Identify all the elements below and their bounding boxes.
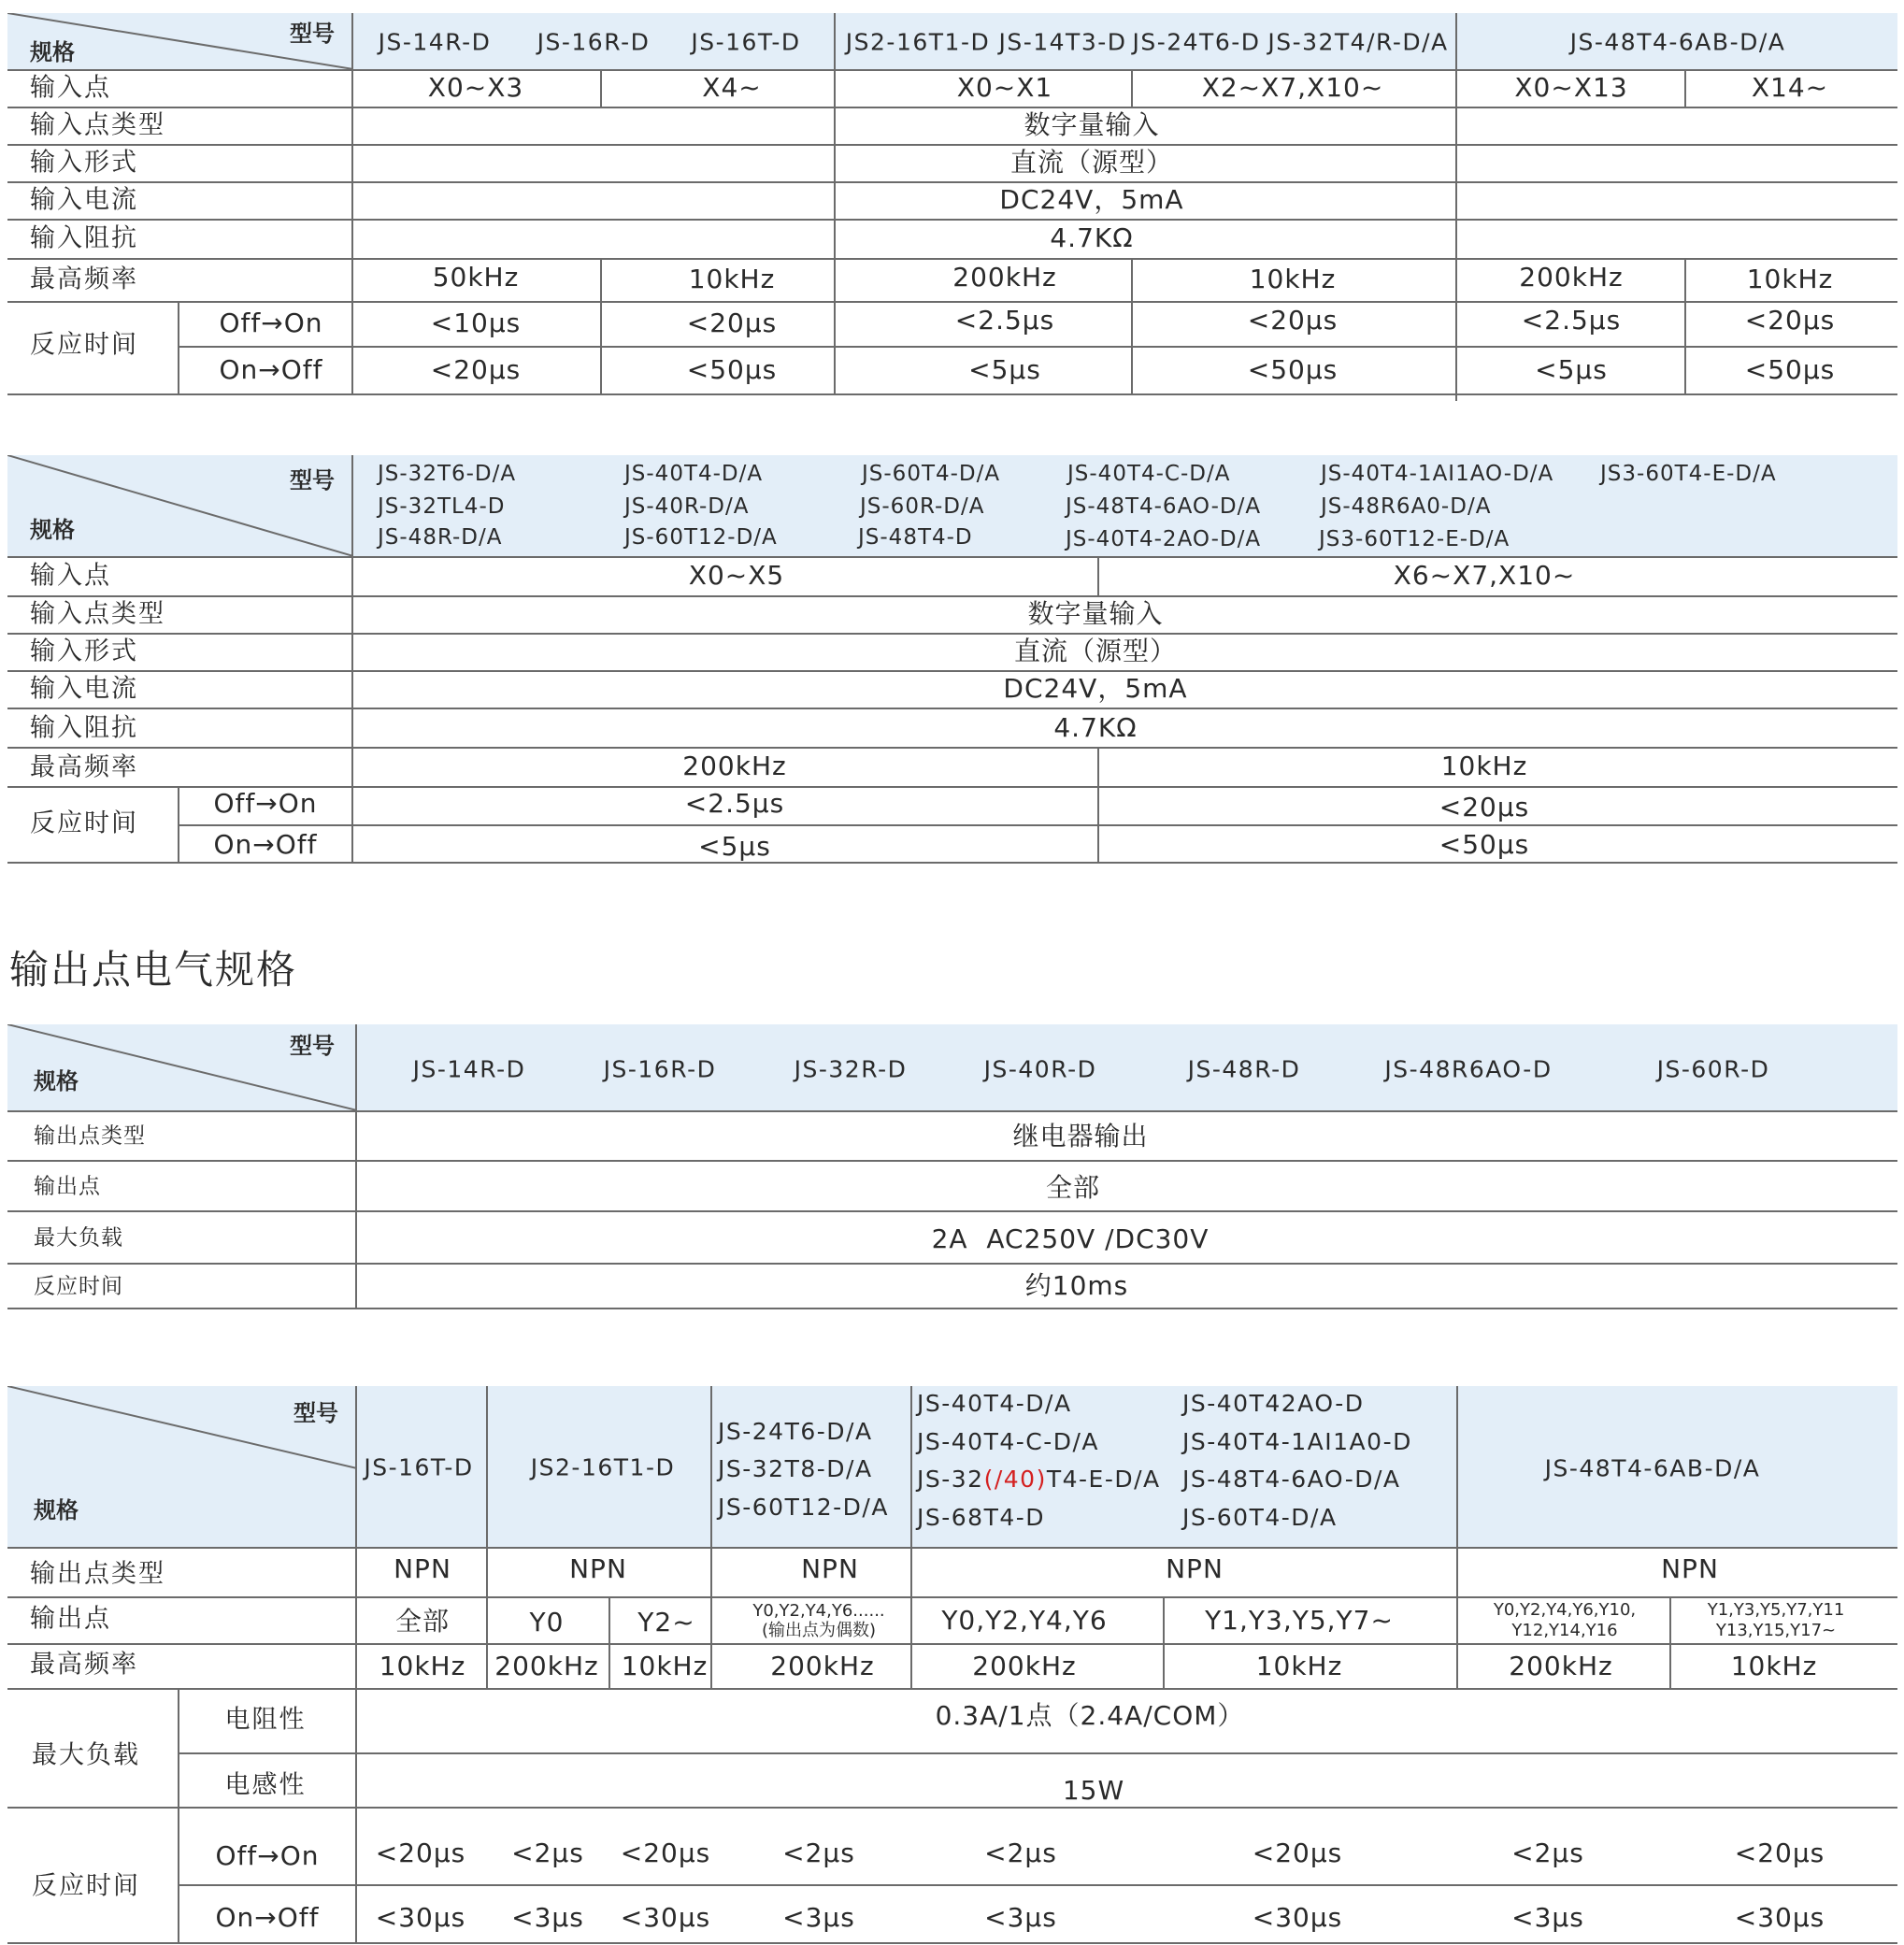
table1-line bbox=[7, 181, 1897, 183]
table4-cell: 200kHz bbox=[972, 1651, 1077, 1681]
table4-cell: Y2~ bbox=[637, 1607, 695, 1638]
table4-cell: <30μs bbox=[1252, 1902, 1343, 1933]
table1-line bbox=[7, 219, 1897, 221]
table4-cell: Y1,Y3,Y5,Y7~ bbox=[1205, 1605, 1394, 1636]
table1-line bbox=[7, 393, 1897, 395]
table4-cell: <30μs bbox=[620, 1902, 711, 1933]
table1-line bbox=[834, 13, 836, 393]
table1-cell: X4~ bbox=[702, 72, 762, 103]
table2-cell: 10kHz bbox=[1440, 751, 1528, 781]
table1-cell: DC24V，5mA bbox=[999, 184, 1184, 215]
table4-cell: <3μs bbox=[1511, 1902, 1584, 1933]
table4-spec-label: 规格 bbox=[34, 1497, 79, 1523]
table4-cell: 200kHz bbox=[1509, 1651, 1613, 1681]
table1-line bbox=[1131, 69, 1133, 107]
table2-cell: 200kHz bbox=[682, 751, 787, 781]
table2-line bbox=[7, 862, 1897, 864]
table3-cell: 继电器输出 bbox=[1012, 1121, 1149, 1151]
table4-cell: Y1,Y3,Y5,Y7,Y11 bbox=[1707, 1600, 1845, 1620]
table1-line bbox=[1684, 69, 1686, 107]
table3-cell: 全部 bbox=[1045, 1172, 1101, 1203]
table1-model: JS2-16T1-D bbox=[845, 28, 991, 56]
table4-cell: <20μs bbox=[375, 1838, 466, 1868]
table2-row-label: 输入阻抗 bbox=[30, 713, 138, 743]
table4-model: JS-60T4-D/A bbox=[1182, 1504, 1338, 1531]
table2-line bbox=[7, 670, 1897, 672]
table4-model: JS-40T4-D/A bbox=[917, 1390, 1072, 1417]
table4-line bbox=[7, 1596, 1897, 1598]
table1-model: JS-14R-D bbox=[378, 28, 492, 56]
table1-model: JS-16T-D bbox=[691, 28, 801, 56]
table4-model: JS-40T4-1AI1A0-D bbox=[1182, 1428, 1412, 1455]
table4-cell: 10kHz bbox=[621, 1651, 709, 1681]
table1-cell: 数字量输入 bbox=[1024, 109, 1160, 140]
table4-cell: <2μs bbox=[511, 1838, 584, 1868]
table1-row-label: 输入点 bbox=[30, 73, 111, 103]
table4-cell-note: (输出点为偶数) bbox=[761, 1621, 877, 1640]
table3-cell: 约10ms bbox=[1024, 1270, 1129, 1301]
table1-line bbox=[600, 69, 602, 107]
table1-line bbox=[7, 144, 1897, 146]
table4-line bbox=[7, 1643, 1897, 1645]
table1-cell: 10kHz bbox=[688, 264, 776, 294]
table1-model-label: 型号 bbox=[290, 21, 335, 47]
table4-line bbox=[7, 1942, 1897, 1944]
table4-cell: NPN bbox=[801, 1553, 859, 1584]
table1-spec-label: 规格 bbox=[30, 39, 75, 65]
table1-model: JS-14T3-D bbox=[998, 28, 1127, 56]
table2-line bbox=[1097, 747, 1099, 862]
table3-line bbox=[355, 1024, 357, 1308]
table4-model-label: 型号 bbox=[293, 1400, 338, 1426]
table4-model: JS-40T42AO-D bbox=[1182, 1390, 1365, 1417]
table4-model-highlight-row bbox=[917, 1467, 1161, 1491]
table1-cell: 50kHz bbox=[432, 262, 520, 293]
table4-cell: 10kHz bbox=[1730, 1651, 1818, 1681]
table4-cell: <30μs bbox=[1734, 1902, 1825, 1933]
table2-cell: <5μs bbox=[698, 831, 771, 862]
table3-row-label: 最大负载 bbox=[34, 1225, 123, 1251]
table3-row-label: 输出点 bbox=[34, 1174, 101, 1199]
table4-cell: <2μs bbox=[782, 1838, 855, 1868]
table4-row-label: 输出点 bbox=[30, 1604, 111, 1634]
table1-row-label: 最高频率 bbox=[30, 265, 138, 294]
table4-model: JS-16T-D bbox=[364, 1453, 474, 1481]
table1-line bbox=[178, 301, 179, 393]
table2-model: JS-48R6A0-D/A bbox=[1321, 494, 1492, 519]
table2-cell: 4.7KΩ bbox=[1053, 712, 1138, 743]
table3-row-label: 输出点类型 bbox=[34, 1123, 146, 1149]
table2-model: JS3-60T4-E-D/A bbox=[1600, 462, 1777, 486]
table4-model-part: T4-E-D/A bbox=[1046, 1466, 1161, 1493]
section-title: 输出点电气规格 bbox=[9, 947, 298, 993]
table2-row-label: 输入点 bbox=[30, 561, 111, 591]
table4-cell: 全部 bbox=[394, 1606, 451, 1637]
table4-cell: <20μs bbox=[1734, 1838, 1825, 1868]
table2-spec-label: 规格 bbox=[30, 517, 75, 543]
table2-cell: <50μs bbox=[1439, 829, 1530, 860]
table4-cell: 15W bbox=[1062, 1775, 1125, 1806]
table3-model: JS-14R-D bbox=[412, 1055, 526, 1083]
table4-row-label: 电阻性 bbox=[224, 1705, 307, 1735]
table1-cell: <50μs bbox=[1247, 354, 1339, 385]
table4-cell: NPN bbox=[394, 1553, 451, 1584]
table2-model: JS-40T4-C-D/A bbox=[1067, 462, 1231, 486]
table4-model: JS-48T4-6AB-D/A bbox=[1544, 1454, 1761, 1482]
table2-row-label: 输入形式 bbox=[30, 636, 138, 666]
table3-line bbox=[7, 1263, 1897, 1265]
table4-line bbox=[178, 1688, 179, 1942]
table4-model-part: JS-32 bbox=[917, 1466, 984, 1493]
table2-row-label: 最高频率 bbox=[30, 752, 138, 782]
table2-model: JS-48T4-6AO-D/A bbox=[1066, 494, 1262, 519]
table1-cell: <10μs bbox=[430, 307, 522, 338]
table1-cell: <5μs bbox=[968, 354, 1041, 385]
table2-model: JS-40T4-2AO-D/A bbox=[1066, 527, 1262, 551]
table1-cell: 200kHz bbox=[1519, 262, 1624, 293]
table2-line bbox=[1097, 556, 1099, 595]
table1-row-label: 输入电流 bbox=[30, 185, 138, 215]
table1-row-label: 输入形式 bbox=[30, 148, 138, 178]
table4-line bbox=[710, 1386, 712, 1688]
table3-model: JS-32R-D bbox=[794, 1055, 908, 1083]
table1-cell: 4.7KΩ bbox=[1050, 222, 1134, 253]
table3-model-label: 型号 bbox=[290, 1033, 335, 1059]
table1-line bbox=[7, 107, 1897, 108]
table2-model: JS-60R-D/A bbox=[860, 494, 985, 519]
table1-cell: <20μs bbox=[430, 354, 522, 385]
table4-row-label: 电感性 bbox=[224, 1770, 307, 1800]
table3-row-label: 反应时间 bbox=[34, 1274, 123, 1299]
table1-cell: X0~X3 bbox=[427, 72, 524, 103]
table1-cell: <5μs bbox=[1535, 354, 1608, 385]
table2-row-label: 输入电流 bbox=[30, 674, 138, 704]
table4-cell: 200kHz bbox=[494, 1651, 599, 1681]
table4-cell: Y12,Y14,Y16 bbox=[1511, 1621, 1618, 1640]
table1-row-label: 反应时间 bbox=[30, 330, 138, 360]
table4-cell: <20μs bbox=[620, 1838, 711, 1868]
table4-model: JS-60T12-D/A bbox=[718, 1494, 889, 1521]
table2-model: JS-40T4-D/A bbox=[624, 462, 764, 486]
table4-row-label: 反应时间 bbox=[32, 1871, 140, 1901]
table4-line bbox=[1669, 1596, 1671, 1688]
table3-spec-label: 规格 bbox=[34, 1068, 79, 1094]
table4-row-label: 最大负载 bbox=[32, 1740, 140, 1770]
table1-off-on-label: Off→On bbox=[219, 307, 323, 338]
table4-row-label: 输出点类型 bbox=[30, 1559, 165, 1589]
table3-model: JS-48R-D bbox=[1187, 1055, 1301, 1083]
table4-line bbox=[910, 1386, 912, 1688]
table2-on-off-label: On→Off bbox=[213, 829, 318, 860]
table2-model: JS-32T6-D/A bbox=[378, 462, 517, 486]
table4-cell: Y0,Y2,Y4,Y6 bbox=[941, 1605, 1108, 1636]
table2-cell: <2.5μs bbox=[684, 788, 785, 819]
table1-line bbox=[1455, 13, 1457, 401]
table3-line bbox=[7, 1160, 1897, 1162]
table4-cell: <20μs bbox=[1252, 1838, 1343, 1868]
table1-cell: 10kHz bbox=[1746, 264, 1834, 294]
table4-line bbox=[1163, 1596, 1165, 1688]
table1-cell: X2~X7,X10~ bbox=[1201, 72, 1384, 103]
table2-line bbox=[178, 786, 179, 862]
table4-cell: NPN bbox=[569, 1553, 627, 1584]
table1-model: JS-32T4/R-D/A bbox=[1267, 28, 1449, 56]
table4-cell: <3μs bbox=[984, 1902, 1057, 1933]
table2-model: JS-60T12-D/A bbox=[624, 525, 778, 550]
table4-line bbox=[7, 1807, 1897, 1809]
table2-model: JS3-60T12-E-D/A bbox=[1319, 527, 1510, 551]
table4-cell: <3μs bbox=[511, 1902, 584, 1933]
table4-model: JS2-16T1-D bbox=[530, 1453, 676, 1481]
table3-model: JS-48R6AO-D bbox=[1384, 1055, 1553, 1083]
table1-line bbox=[7, 301, 1897, 303]
table3-model: JS-60R-D bbox=[1656, 1055, 1770, 1083]
table2-model: JS-48T4-D bbox=[858, 525, 973, 550]
table4-cell: <2μs bbox=[1511, 1838, 1584, 1868]
table1-line bbox=[351, 13, 353, 393]
table4-line bbox=[355, 1386, 357, 1942]
table4-cell: 10kHz bbox=[379, 1651, 466, 1681]
table4-model-highlight: (/40) bbox=[983, 1466, 1047, 1493]
table2-cell: DC24V，5mA bbox=[1003, 673, 1188, 704]
table2-cell: X6~X7,X10~ bbox=[1393, 560, 1576, 591]
table2-off-on-label: Off→On bbox=[213, 788, 318, 819]
table1-cell: 200kHz bbox=[952, 262, 1057, 293]
table4-off-on-label: Off→On bbox=[215, 1840, 320, 1871]
table1-model: JS-48T4-6AB-D/A bbox=[1569, 28, 1786, 56]
table1-line bbox=[600, 258, 602, 393]
table2-model: JS-40T4-1AI1AO-D/A bbox=[1321, 462, 1554, 486]
table1-cell: X0~X1 bbox=[956, 72, 1053, 103]
table1-line bbox=[7, 69, 1897, 71]
table1-cell: <20μs bbox=[1744, 305, 1836, 336]
table1-on-off-label: On→Off bbox=[219, 354, 323, 385]
table2-line bbox=[7, 747, 1897, 749]
table2-line bbox=[7, 595, 1897, 597]
table4-model: JS-24T6-D/A bbox=[718, 1418, 873, 1445]
table3-line bbox=[7, 1110, 1897, 1112]
table2-cell: <20μs bbox=[1439, 792, 1530, 822]
table4-line bbox=[7, 1688, 1897, 1690]
table2-cell: 数字量输入 bbox=[1027, 598, 1164, 629]
table2-cell: X0~X5 bbox=[688, 560, 785, 591]
table2-model: JS-48R-D/A bbox=[378, 525, 503, 550]
table3-line bbox=[7, 1308, 1897, 1309]
table2-row-label: 输入点类型 bbox=[30, 599, 165, 629]
table3-model: JS-40R-D bbox=[983, 1055, 1097, 1083]
table4-cell: Y0,Y2,Y4,Y6...... bbox=[752, 1601, 885, 1621]
table4-cell: <30μs bbox=[375, 1902, 466, 1933]
table4-model: JS-40T4-C-D/A bbox=[917, 1428, 1100, 1455]
table2-model: JS-60T4-D/A bbox=[862, 462, 1001, 486]
table1-cell: 10kHz bbox=[1249, 264, 1337, 294]
table3-model: JS-16R-D bbox=[603, 1055, 717, 1083]
table2-model: JS-40R-D/A bbox=[624, 494, 750, 519]
table2-row-label: 反应时间 bbox=[30, 808, 138, 838]
table1-model: JS-16R-D bbox=[537, 28, 651, 56]
table1-cell: X0~X13 bbox=[1514, 72, 1628, 103]
table1-line bbox=[1131, 258, 1133, 393]
table4-cell: Y0,Y2,Y4,Y6,Y10, bbox=[1493, 1600, 1637, 1620]
table4-cell: <2μs bbox=[984, 1838, 1057, 1868]
table1-line bbox=[7, 258, 1897, 260]
table4-line bbox=[178, 1884, 1897, 1886]
table4-cell: 200kHz bbox=[770, 1651, 875, 1681]
table2-line bbox=[7, 633, 1897, 635]
table4-line bbox=[178, 1752, 1897, 1754]
table4-line bbox=[486, 1386, 488, 1688]
table4-line bbox=[7, 1547, 1897, 1549]
table4-cell: NPN bbox=[1166, 1553, 1224, 1584]
table4-line bbox=[608, 1596, 610, 1688]
table3-line bbox=[7, 1210, 1897, 1212]
table4-cell: <3μs bbox=[782, 1902, 855, 1933]
table2-line bbox=[351, 455, 353, 862]
table1-cell: X14~ bbox=[1751, 72, 1829, 103]
table4-model: JS-32T8-D/A bbox=[718, 1455, 873, 1482]
table1-line bbox=[1684, 258, 1686, 393]
table2-line bbox=[178, 824, 1897, 826]
table2-model-label: 型号 bbox=[290, 467, 335, 493]
table4-line bbox=[1456, 1386, 1458, 1688]
table1-cell: <50μs bbox=[686, 354, 778, 385]
table3-cell: 2A AC250V /DC30V bbox=[931, 1223, 1210, 1254]
table1-cell: <2.5μs bbox=[954, 305, 1055, 336]
table4-on-off-label: On→Off bbox=[215, 1902, 320, 1933]
table1-cell: <50μs bbox=[1744, 354, 1836, 385]
table1-line bbox=[178, 346, 1897, 348]
table1-cell: <20μs bbox=[1247, 305, 1339, 336]
table1-row-label: 输入点类型 bbox=[30, 110, 165, 140]
table2-cell: 直流（源型） bbox=[1013, 636, 1178, 666]
table2-line bbox=[7, 708, 1897, 709]
table4-cell: 0.3A/1点（2.4A/COM） bbox=[935, 1700, 1245, 1731]
table4-row-label: 最高频率 bbox=[30, 1650, 138, 1680]
table2-line bbox=[7, 556, 1897, 558]
table4-cell: Y13,Y15,Y17~ bbox=[1715, 1621, 1837, 1640]
table4-cell: Y0 bbox=[529, 1607, 565, 1638]
table4-model: JS-48T4-6AO-D/A bbox=[1182, 1466, 1401, 1493]
table4-model: JS-68T4-D bbox=[917, 1504, 1046, 1531]
table2-model: JS-32TL4-D bbox=[378, 494, 506, 519]
table1-cell: <20μs bbox=[686, 307, 778, 338]
table1-row-label: 输入阻抗 bbox=[30, 223, 138, 253]
table1-cell: 直流（源型） bbox=[1009, 147, 1174, 178]
table1-cell: <2.5μs bbox=[1521, 305, 1622, 336]
table1-model: JS-24T6-D bbox=[1132, 28, 1261, 56]
table4-cell: 10kHz bbox=[1255, 1651, 1343, 1681]
table4-cell: NPN bbox=[1661, 1553, 1719, 1584]
